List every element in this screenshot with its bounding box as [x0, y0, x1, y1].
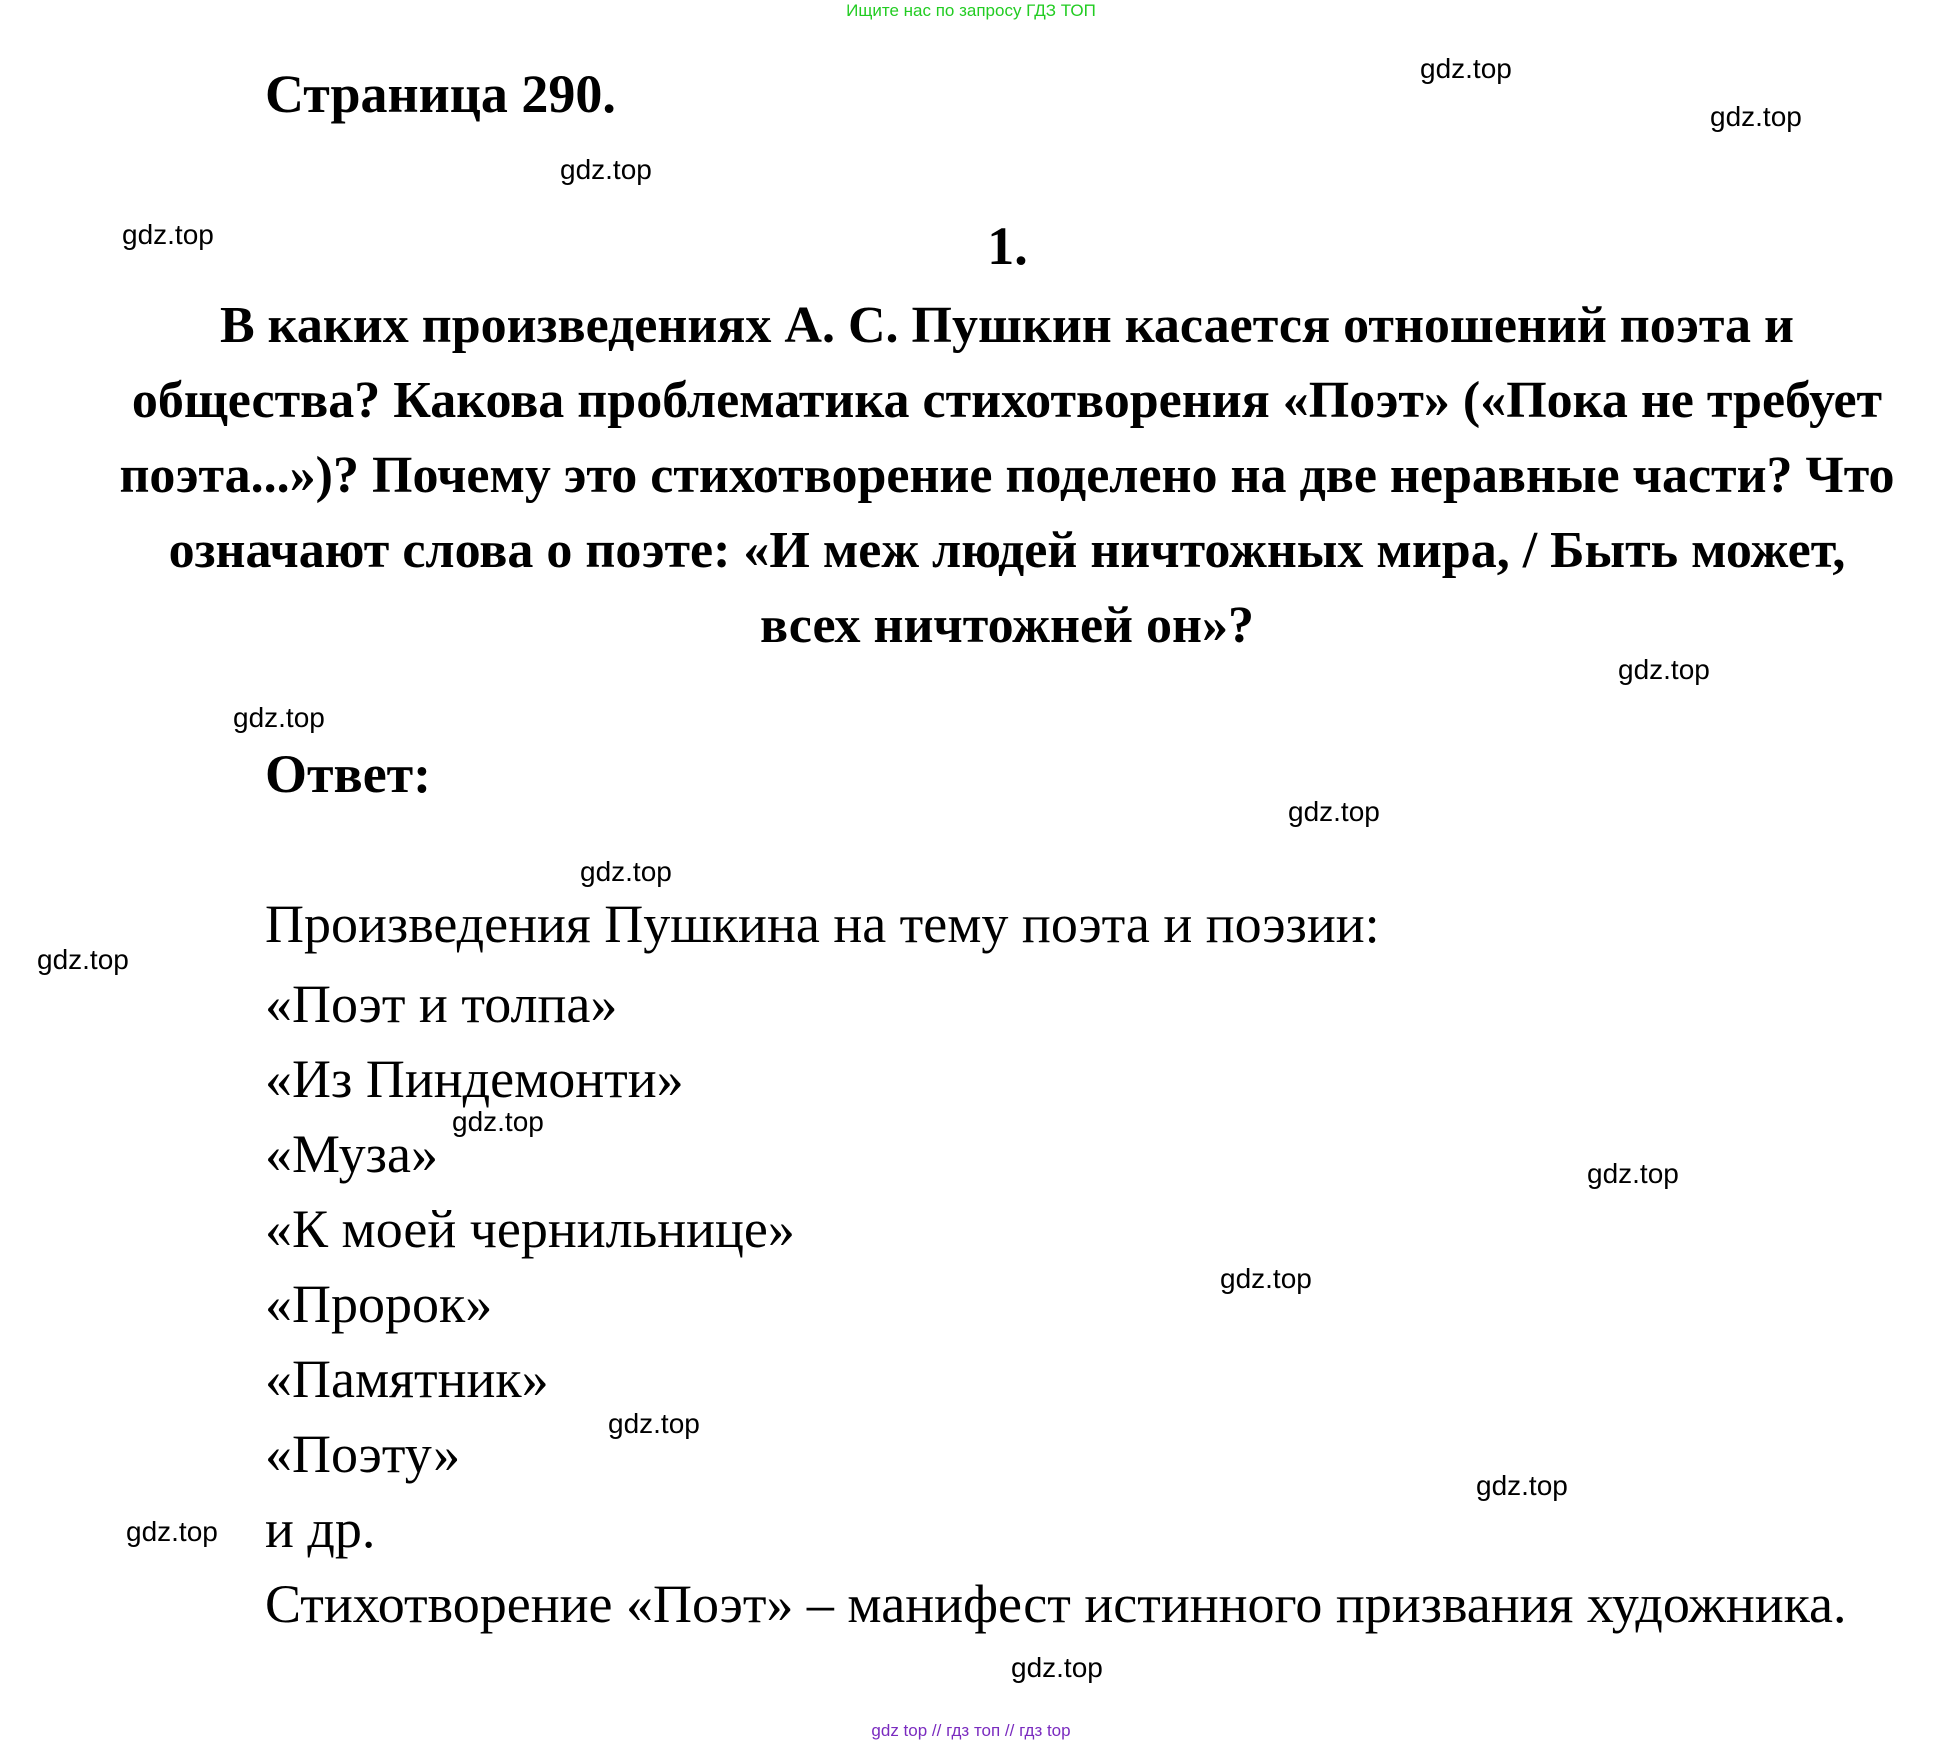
works-list [265, 967, 795, 1567]
watermark: gdz.top [608, 1408, 700, 1439]
works-list-item: «Поэту» [265, 1424, 461, 1484]
watermark: gdz.top [1618, 654, 1710, 685]
watermark: gdz.top [560, 154, 652, 185]
watermark: gdz.top [126, 1516, 218, 1547]
watermark: gdz.top [580, 856, 672, 887]
watermark: gdz.top [37, 944, 129, 975]
watermark: gdz.top [233, 702, 325, 733]
question-number: 1. [987, 216, 1028, 276]
works-list-item: «Пророк» [265, 1274, 493, 1334]
answer-paragraph: Стихотворение «Поэт» – манифест истинного призвания художника. [265, 1574, 1847, 1634]
watermark: gdz.top [1420, 53, 1512, 84]
top-banner[interactable]: Ищите нас по запросу ГДЗ ТОП [846, 1, 1096, 20]
works-list-item: «Памятник» [265, 1349, 549, 1409]
watermark: gdz.top [1288, 796, 1380, 827]
watermark: gdz.top [1710, 101, 1802, 132]
bottom-banner[interactable]: gdz top // гдз топ // гдз top [871, 1721, 1071, 1740]
watermark: gdz.top [122, 219, 214, 250]
watermark: gdz.top [1587, 1158, 1679, 1189]
works-list-item: «Из Пиндемонти» [265, 1049, 684, 1109]
answer-label: Ответ: [265, 744, 432, 804]
works-list-item: и др. [265, 1499, 376, 1559]
works-list-item: «К моей чернильнице» [265, 1199, 795, 1259]
works-list-item: «Муза» [265, 1124, 438, 1184]
page-title: Страница 290. [265, 64, 616, 124]
question-text: В каких произведениях А. С. Пушкин касается отношений поэта и общества? Какова проблематика стихотворения «Поэт» («Пока не требует поэта...»)? Почему это стихотворение поделено на две неравные части? Что означают слова о поэте: «И меж людей ничтожных мира, / Быть может, всех ничтожней он»? [119, 297, 1895, 654]
watermark: gdz.top [1011, 1652, 1103, 1683]
works-list-item: «Поэт и толпа» [265, 974, 618, 1034]
watermark: gdz.top [1220, 1263, 1312, 1294]
answer-intro: Произведения Пушкина на тему поэта и поэзии: [265, 894, 1380, 954]
watermark: gdz.top [1476, 1470, 1568, 1501]
watermark: gdz.top [452, 1106, 544, 1137]
